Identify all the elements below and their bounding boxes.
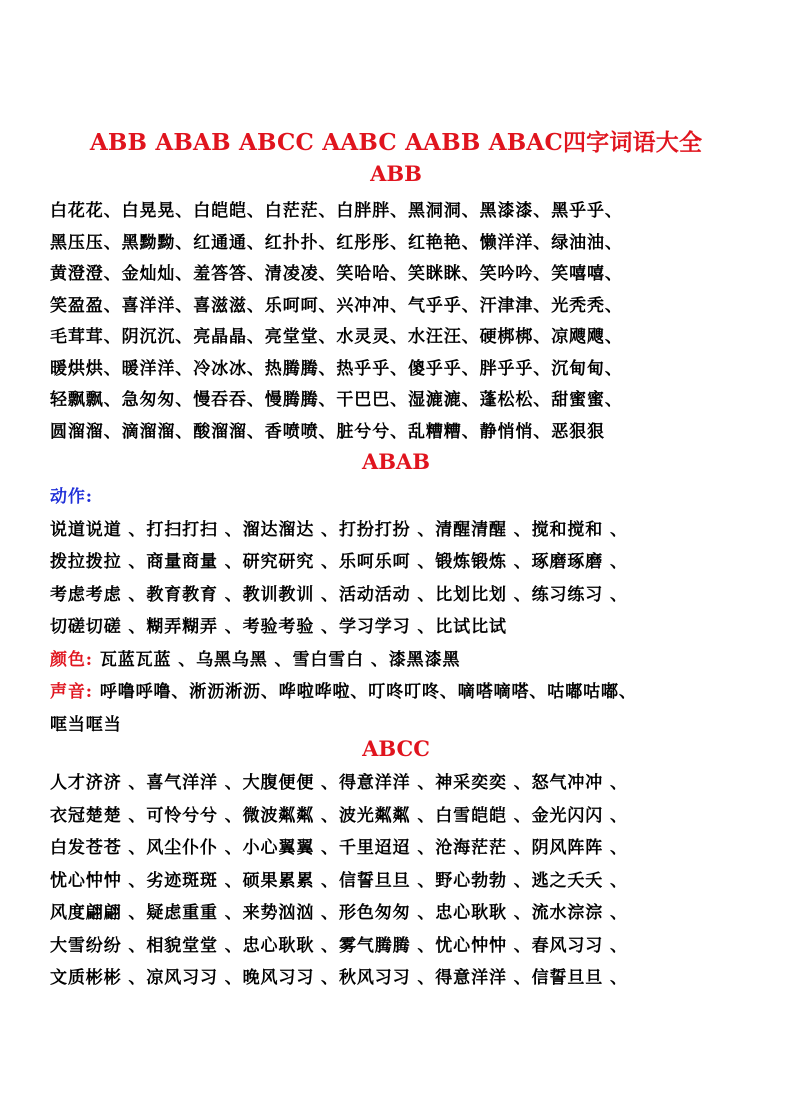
abb-line: 黑压压、黑黝黝、红通通、红扑扑、红彤彤、红艳艳、懒洋洋、绿油油、: [50, 232, 623, 253]
abcc-line: 白发苍苍 、风尘仆仆 、小心翼翼 、千里迢迢 、沧海茫茫 、阴风阵阵 、: [50, 838, 628, 858]
abab-word-list: [50, 481, 760, 741]
abb-line: 毛茸茸、阴沉沉、亮晶晶、亮堂堂、水灵灵、水汪汪、硬梆梆、凉飕飕、: [50, 327, 623, 347]
abb-word-list: [50, 196, 760, 448]
section-heading-abcc: ABCC: [362, 736, 430, 761]
sound-row: [50, 676, 760, 709]
color-row: [50, 644, 760, 677]
sound-label: 声音:: [50, 682, 93, 702]
abab-action-line: 考虑考虑 、教育教育 、教训教训 、活动活动 、比划比划 、练习练习 、: [50, 584, 628, 605]
sound-words: 呼噜呼噜、淅沥淅沥、哗啦哗啦、叮咚叮咚、嘀嗒嘀嗒、咕嘟咕嘟、: [99, 682, 637, 702]
abb-line: 圆溜溜、滴溜溜、酸溜溜、香喷喷、脏兮兮、乱糟糟、静悄悄、恶狠狠: [50, 421, 605, 442]
abcc-line: 大雪纷纷 、相貌堂堂 、忠心耿耿 、雾气腾腾 、忧心忡忡 、春风习习 、: [50, 935, 628, 956]
abab-action-line: 说道说道 、打扫打扫 、溜达溜达 、打扮打扮 、清醒清醒 、搅和搅和 、: [50, 519, 628, 540]
abb-line: 黄澄澄、金灿灿、羞答答、清凌凌、笑哈哈、笑眯眯、笑吟吟、笑嘻嘻、: [50, 264, 623, 284]
abcc-line: 风度翩翩 、疑虑重重 、来势汹汹 、形色匆匆 、忠心耿耿 、流水淙淙 、: [50, 903, 628, 923]
section-heading-abab: ABAB: [361, 449, 431, 474]
abb-line: 白花花、白晃晃、白皑皑、白茫茫、白胖胖、黑洞洞、黑漆漆、黑乎乎、: [50, 201, 623, 221]
abb-line: 笑盈盈、喜洋洋、喜滋滋、乐呵呵、兴冲冲、气乎乎、汗津津、光秃秃、: [50, 295, 623, 316]
abcc-line: 忧心忡忡 、劣迹斑斑 、硕果累累 、信誓旦旦 、野心勃勃 、逃之夭夭 、: [50, 870, 628, 891]
action-label: 动作:: [50, 487, 93, 507]
abb-line: 轻飘飘、急匆匆、慢吞吞、慢腾腾、干巴巴、湿漉漉、蓬松松、甜蜜蜜、: [50, 390, 623, 410]
abab-action-line: 拨拉拨拉 、商量商量 、研究研究 、乐呵乐呵 、锻炼锻炼 、琢磨琢磨 、: [50, 552, 628, 572]
sound-words-continued: 哐当哐当: [50, 714, 122, 735]
abab-action-line: 切磋切磋 、糊弄糊弄 、考验考验 、学习学习 、比试比试: [50, 617, 507, 637]
abb-line: 暖烘烘、暖洋洋、冷冰冰、热腾腾、热乎乎、傻乎乎、胖乎乎、沉甸甸、: [50, 358, 623, 379]
abcc-word-list: [50, 767, 760, 995]
color-label: 颜色:: [50, 649, 93, 670]
document-title: ABB ABAB ABCC AABC AABB ABAC四字词语大全: [89, 129, 703, 156]
abcc-line: 人才济济 、喜气洋洋 、大腹便便 、得意洋洋 、神采奕奕 、怒气冲冲 、: [50, 773, 628, 793]
abcc-line: 衣冠楚楚 、可怜兮兮 、微波粼粼 、波光粼粼 、白雪皑皑 、金光闪闪 、: [50, 805, 628, 826]
abcc-line: 文质彬彬 、凉风习习 、晚风习习 、秋风习习 、得意洋洋 、信誓旦旦 、: [50, 968, 628, 988]
color-words: 瓦蓝瓦蓝 、乌黑乌黑 、雪白雪白 、漆黑漆黑: [99, 649, 461, 670]
section-heading-abb: ABB: [370, 161, 422, 186]
